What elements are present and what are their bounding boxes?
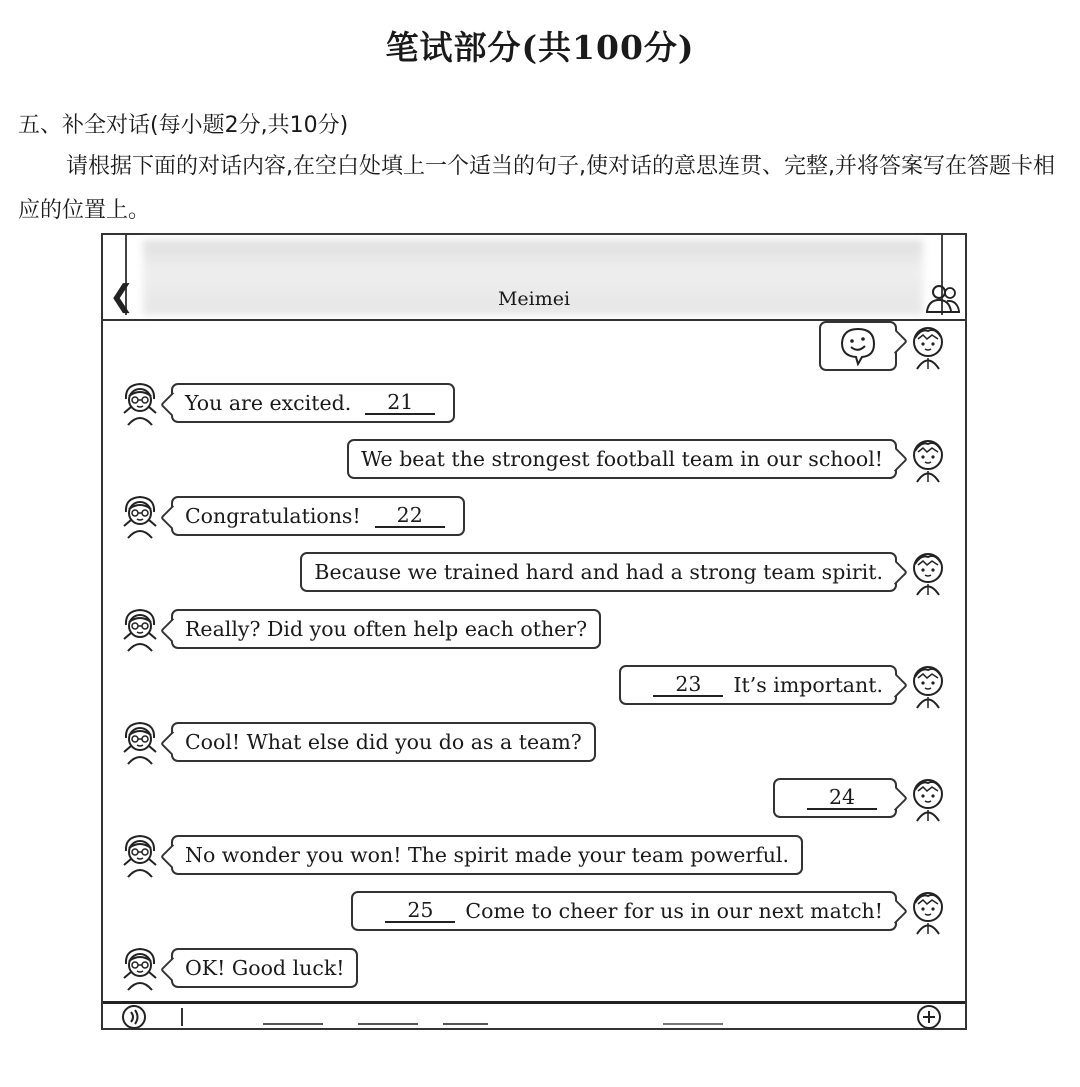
happy-face-icon	[838, 326, 878, 366]
chat-message	[773, 774, 949, 822]
girl-avatar	[119, 944, 161, 992]
message-bubble	[171, 835, 803, 875]
chat-contact-name: Meimei	[497, 288, 571, 310]
chat-message	[347, 435, 949, 483]
message-bubble	[773, 778, 897, 818]
answer-blank[interactable]: 23	[653, 673, 723, 697]
chat-message	[351, 887, 949, 935]
message-text: OK! Good luck!	[185, 956, 345, 980]
back-chevron-icon[interactable]: ❮	[109, 279, 135, 314]
message-text: Really? Did you often help each other?	[185, 617, 588, 641]
answer-blank[interactable]: 22	[375, 504, 445, 528]
boy-avatar	[907, 887, 949, 935]
chat-message	[119, 718, 596, 766]
message-text: Because we trained hard and had a strong team spirit.	[314, 560, 883, 584]
answer-blank[interactable]: 21	[365, 391, 435, 415]
message-bubble	[171, 609, 601, 649]
voice-icon[interactable]	[119, 1004, 149, 1030]
people-icon[interactable]	[925, 283, 961, 313]
answer-blank[interactable]: 25	[385, 899, 455, 923]
message-bubble	[351, 891, 897, 931]
message-bubble	[171, 948, 358, 988]
boy-avatar	[907, 774, 949, 822]
chat-window	[101, 233, 967, 1030]
message-text: No wonder you won! The spirit made your team powerful.	[185, 843, 790, 867]
chat-message	[119, 831, 803, 879]
chat-message	[119, 944, 358, 992]
message-text: We beat the strongest football team in our school!	[361, 447, 883, 471]
section-heading: 五、补全对话(每小题2分,共10分)	[18, 113, 349, 138]
chat-message	[119, 492, 465, 540]
chat-message	[619, 661, 949, 709]
answer-blank[interactable]: 24	[807, 786, 877, 810]
boy-avatar	[907, 548, 949, 596]
message-text: It’s important.	[733, 673, 883, 697]
girl-avatar	[119, 831, 161, 879]
girl-avatar	[119, 492, 161, 540]
message-bubble	[171, 496, 465, 536]
instructions: 请根据下面的对话内容,在空白处填上一个适当的句子,使对话的意思连贯、完整,并将答案写在答题卡相应的位置上。	[18, 154, 1055, 223]
girl-avatar	[119, 379, 161, 427]
girl-avatar	[119, 605, 161, 653]
message-bubble	[300, 552, 897, 592]
message-text: Come to cheer for us in our next match!	[465, 899, 883, 923]
plus-icon[interactable]	[915, 1004, 943, 1030]
message-text: Cool! What else did you do as a team?	[185, 730, 582, 754]
message-bubble	[619, 665, 897, 705]
boy-avatar	[907, 661, 949, 709]
message-bubble	[347, 439, 897, 479]
chat-message	[300, 548, 949, 596]
boy-avatar	[907, 322, 949, 370]
message-input[interactable]	[181, 1008, 184, 1026]
page-title: 笔试部分(共100分)	[385, 28, 695, 67]
blurred-input-dashes	[263, 1021, 963, 1027]
chat-message	[819, 321, 949, 371]
message-bubble	[171, 722, 596, 762]
message-bubble	[171, 383, 455, 423]
boy-avatar	[907, 435, 949, 483]
message-bubble	[819, 321, 897, 371]
chat-message	[119, 605, 601, 653]
message-text: You are excited.	[185, 391, 352, 415]
message-text: Congratulations!	[185, 504, 361, 528]
girl-avatar	[119, 718, 161, 766]
chat-message	[119, 379, 455, 427]
